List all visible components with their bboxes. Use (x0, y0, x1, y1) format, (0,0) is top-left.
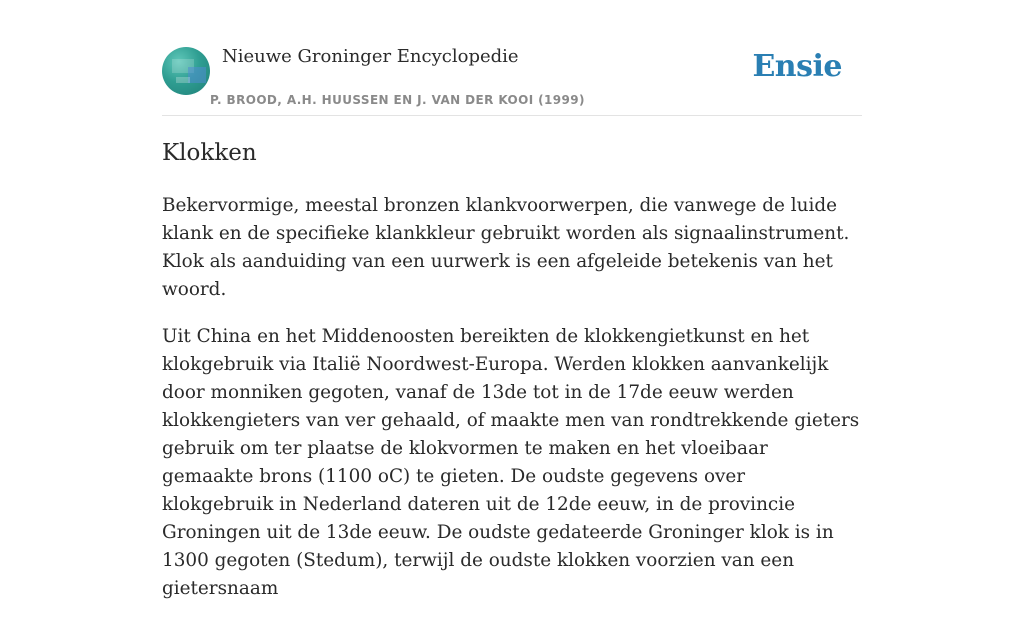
cover-decoration (188, 67, 206, 83)
page-header (162, 0, 862, 116)
publication-title[interactable]: Nieuwe Groninger Encyclopedie (222, 46, 519, 67)
ensie-logo-link[interactable]: Ensie (752, 49, 842, 84)
article-title: Klokken (162, 140, 257, 166)
article-body (162, 192, 862, 622)
article-paragraph: Uit China en het Middenoosten bereikten de klokkengietkunst en het klokgebruik via Italië Noordwest-Europa. Werden klokken aanvankelijk door monniken gegoten, vanaf de 13de tot in de 17de eeuw werden klokkengieters van ver gehaald, of maakte men van rondtrekkende gieters gebruik om ter plaatse de klokvormen te maken en het vloeibaar gemaakte brons (1100 oC) te gieten. De oudste gegevens over klokgebruik in Nederland dateren uit de 12de eeuw, in de provincie Groningen uit de 13de eeuw. De oudste gedateerde Groninger klok is in 1300 gegoten (Stedum), terwijl de oudste klokken voorzien van een gietersnaam (162, 326, 860, 599)
article-paragraph: Bekervormige, meestal bronzen klankvoorwerpen, die vanwege de luide klank en de specifieke klankkleur gebruikt worden als signaalinstrument. Klok als aanduiding van een uurwerk is een afgeleide betekenis van het woord. (162, 195, 850, 300)
cover-decoration (176, 77, 190, 83)
publication-authors: P. BROOD, A.H. HUUSSEN EN J. VAN DER KOOI (1999) (210, 93, 585, 107)
page (162, 0, 862, 599)
book-cover-icon[interactable] (162, 47, 210, 95)
